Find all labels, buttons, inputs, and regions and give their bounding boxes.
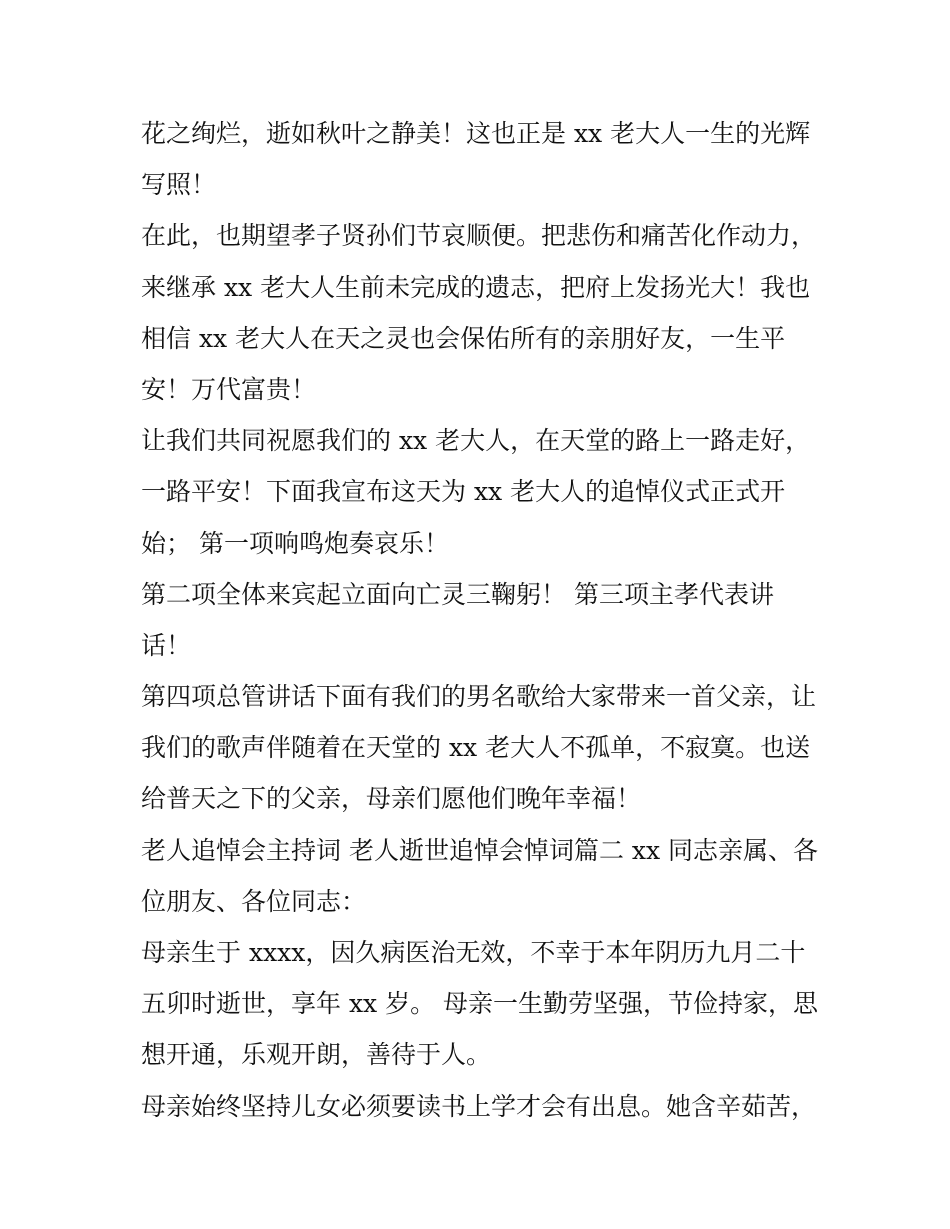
text-line: 老人追悼会主持词 老人逝世追悼会悼词篇二 xx 同志亲属、各 bbox=[141, 835, 819, 865]
text-line: 写照！ bbox=[141, 170, 217, 200]
text-line: 花之绚烂，逝如秋叶之静美！这也正是 xx 老大人一生的光辉 bbox=[141, 119, 811, 148]
text-line: 想开通，乐观开朗，善待于人。 bbox=[141, 1040, 492, 1070]
text-line: 给普天之下的父亲，母亲们愿他们晚年幸福！ bbox=[141, 784, 642, 814]
text-line: 让我们共同祝愿我们的 xx 老大人，在天堂的路上一路走好， bbox=[141, 426, 811, 456]
text-line: 五卯时逝世，享年 xx 岁。 母亲一生勤劳坚强，节俭持家，思 bbox=[141, 989, 819, 1019]
text-line: 一路平安！下面我宣布这天为 xx 老大人的追悼仪式正式开 bbox=[141, 477, 786, 507]
text-line: 位朋友、各位同志： bbox=[141, 886, 367, 916]
text-line: 我们的歌声伴随着在天堂的 xx 老大人不孤单，不寂寞。也送 bbox=[141, 733, 811, 763]
text-line: 第二项全体来宾起立面向亡灵三鞠躬！ 第三项主孝代表讲 bbox=[141, 579, 774, 609]
text-line: 母亲生于 xxxx，因久病医治无效，不幸于本年阴历九月二十 bbox=[141, 938, 806, 967]
text-line: 来继承 xx 老大人生前未完成的遗志，把府上发扬光大！我也 bbox=[141, 272, 811, 302]
text-line: 相信 xx 老大人在天之灵也会保佑所有的亲朋好友，一生平 bbox=[141, 323, 786, 353]
text-line: 在此，也期望孝子贤孙们节哀顺便。把悲伤和痛苦化作动力， bbox=[141, 221, 817, 251]
text-line: 安！万代富贵！ bbox=[141, 374, 317, 404]
text-line: 始； 第一项响鸣炮奏哀乐！ bbox=[141, 528, 449, 558]
text-line: 第四项总管讲话下面有我们的男名歌给大家带来一首父亲，让 bbox=[141, 682, 817, 712]
document-body bbox=[141, 108, 821, 1132]
text-line: 话！ bbox=[141, 630, 192, 660]
text-line: 母亲始终坚持儿女必须要读书上学才会有出息。她含辛茹苦， bbox=[141, 1091, 817, 1121]
